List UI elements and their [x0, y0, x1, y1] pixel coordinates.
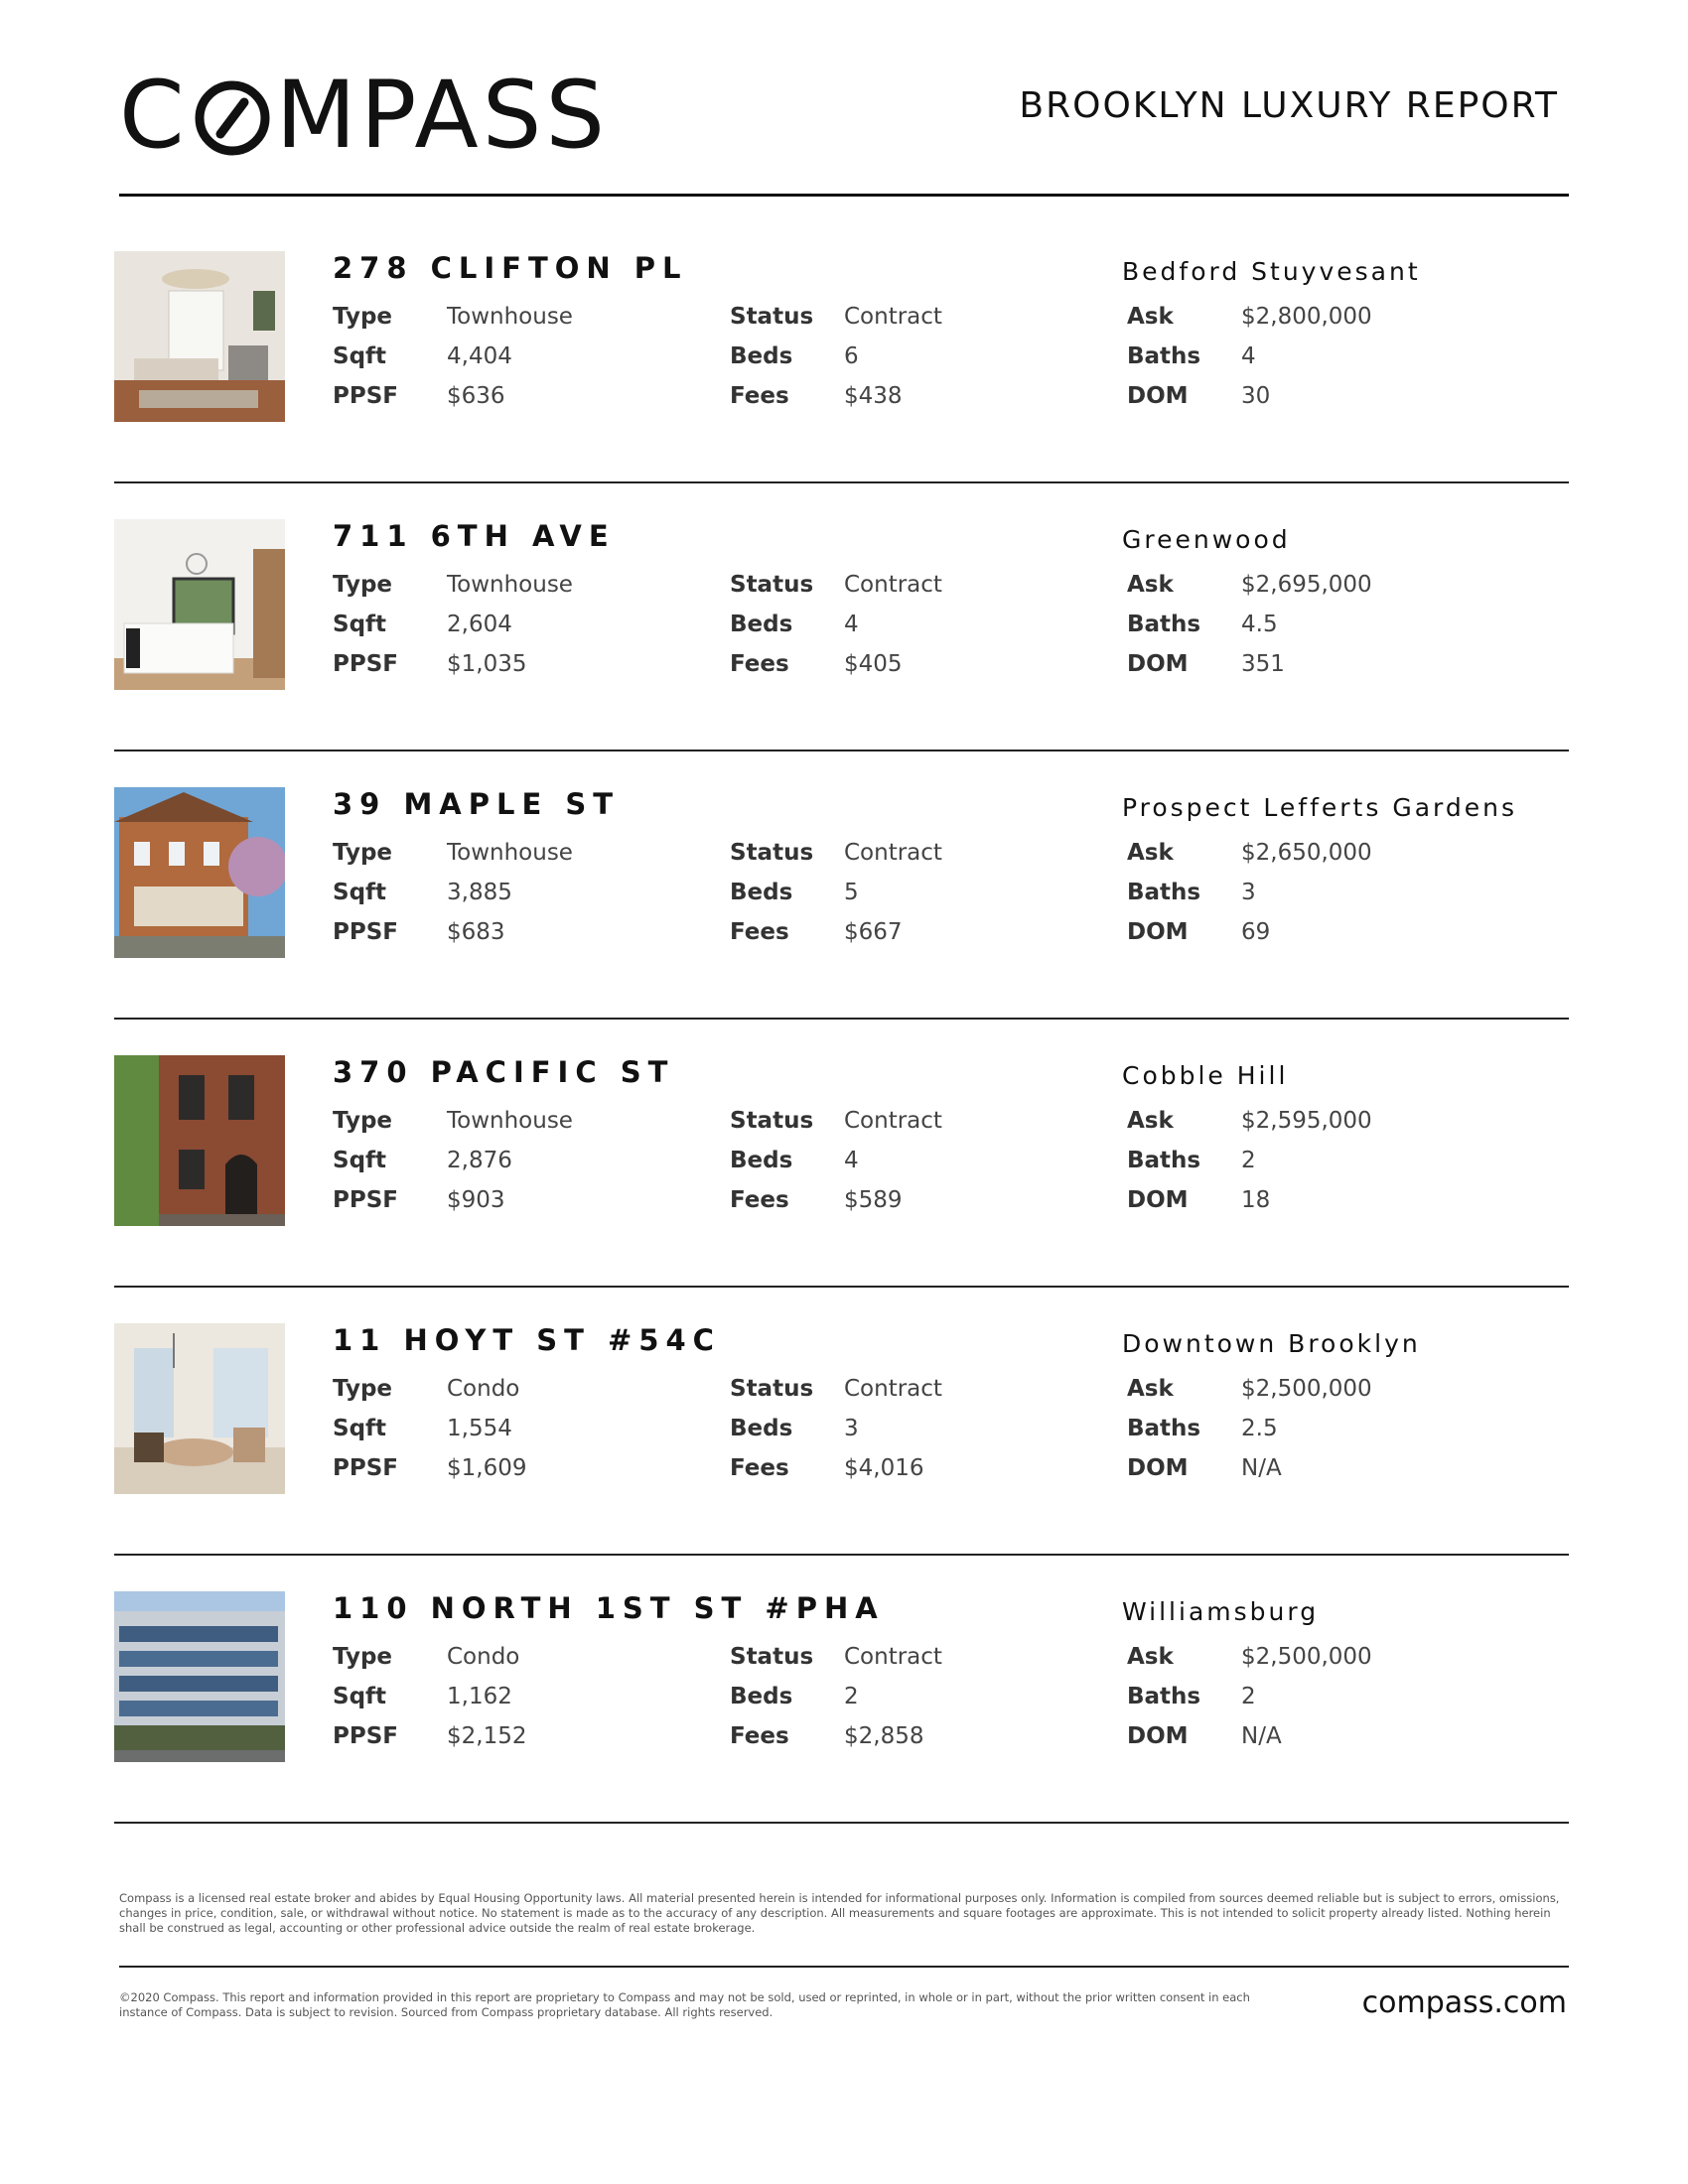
dom-label: DOM — [1127, 919, 1189, 945]
listing-divider — [114, 1554, 1569, 1556]
building-exterior-photo — [114, 1591, 285, 1762]
sqft-value: 3,885 — [447, 880, 512, 905]
kitchen-photo — [114, 519, 285, 690]
header-divider — [119, 194, 1569, 197]
status-label: Status — [730, 304, 814, 330]
ppsf-value: $2,152 — [447, 1723, 527, 1749]
fees-value: $2,858 — [844, 1723, 924, 1749]
status-value: Contract — [844, 304, 942, 330]
brownstone-photo — [114, 1055, 285, 1226]
listing-address[interactable]: 110 NORTH 1ST ST #PHA — [333, 1591, 885, 1625]
listing-neighborhood: Bedford Stuyvesant — [1122, 257, 1421, 286]
sqft-label: Sqft — [333, 1684, 387, 1709]
type-value: Townhouse — [447, 1108, 573, 1134]
beds-value: 6 — [844, 343, 859, 369]
type-label: Type — [333, 1108, 393, 1134]
fees-label: Fees — [730, 383, 789, 409]
sqft-label: Sqft — [333, 612, 387, 637]
sqft-label: Sqft — [333, 880, 387, 905]
fees-label: Fees — [730, 919, 789, 945]
dom-label: DOM — [1127, 1723, 1189, 1749]
ask-label: Ask — [1127, 1376, 1174, 1402]
ask-value: $2,800,000 — [1241, 304, 1372, 330]
status-value: Contract — [844, 572, 942, 598]
sqft-value: 4,404 — [447, 343, 512, 369]
logo-text-left: C — [119, 62, 189, 170]
fees-label: Fees — [730, 1455, 789, 1481]
logo-text-right: MPASS — [275, 62, 610, 170]
type-value: Townhouse — [447, 304, 573, 330]
listing-neighborhood: Prospect Lefferts Gardens — [1122, 793, 1517, 822]
ask-value: $2,650,000 — [1241, 840, 1372, 866]
beds-label: Beds — [730, 1416, 793, 1441]
sqft-label: Sqft — [333, 1148, 387, 1173]
ask-label: Ask — [1127, 840, 1174, 866]
house-exterior-photo — [114, 787, 285, 958]
type-label: Type — [333, 840, 393, 866]
type-label: Type — [333, 572, 393, 598]
beds-value: 2 — [844, 1684, 859, 1709]
baths-value: 3 — [1241, 880, 1256, 905]
ask-value: $2,500,000 — [1241, 1644, 1372, 1670]
listing-address[interactable]: 11 HOYT ST #54C — [333, 1323, 721, 1357]
listing-divider — [114, 481, 1569, 483]
beds-value: 4 — [844, 612, 859, 637]
ask-label: Ask — [1127, 1108, 1174, 1134]
beds-label: Beds — [730, 1684, 793, 1709]
fees-label: Fees — [730, 1723, 789, 1749]
sqft-value: 2,604 — [447, 612, 512, 637]
type-value: Townhouse — [447, 572, 573, 598]
baths-label: Baths — [1127, 880, 1201, 905]
ppsf-label: PPSF — [333, 383, 398, 409]
beds-label: Beds — [730, 343, 793, 369]
baths-label: Baths — [1127, 1148, 1201, 1173]
listing-neighborhood: Cobble Hill — [1122, 1061, 1289, 1090]
ask-label: Ask — [1127, 572, 1174, 598]
dom-value: 69 — [1241, 919, 1271, 945]
baths-label: Baths — [1127, 1416, 1201, 1441]
type-value: Condo — [447, 1644, 520, 1670]
dom-label: DOM — [1127, 383, 1189, 409]
status-label: Status — [730, 1376, 814, 1402]
listing-neighborhood: Greenwood — [1122, 525, 1291, 554]
listing-card[interactable] — [0, 251, 1688, 519]
beds-label: Beds — [730, 612, 793, 637]
sqft-label: Sqft — [333, 343, 387, 369]
baths-label: Baths — [1127, 612, 1201, 637]
status-label: Status — [730, 840, 814, 866]
fees-value: $589 — [844, 1187, 903, 1213]
sqft-value: 1,554 — [447, 1416, 512, 1441]
listing-card[interactable] — [0, 1055, 1688, 1323]
listing-neighborhood: Downtown Brooklyn — [1122, 1329, 1421, 1358]
website-link[interactable]: compass.com — [1361, 1985, 1567, 2020]
fees-value: $4,016 — [844, 1455, 924, 1481]
ppsf-value: $1,609 — [447, 1455, 527, 1481]
ppsf-value: $903 — [447, 1187, 505, 1213]
ask-value: $2,595,000 — [1241, 1108, 1372, 1134]
ppsf-value: $683 — [447, 919, 505, 945]
listing-address[interactable]: 711 6TH AVE — [333, 519, 616, 553]
beds-value: 5 — [844, 880, 859, 905]
sqft-value: 2,876 — [447, 1148, 512, 1173]
listing-address[interactable]: 278 CLIFTON PL — [333, 251, 688, 285]
type-value: Townhouse — [447, 840, 573, 866]
copyright-text: ©2020 Compass. This report and information provided in this report are proprietary to Compass and may not be sold, used or reprinted, in whole or in part, without the prior written consent in each instance of Compass. Data is subject to revision. Sourced from Compass proprietary database. All rights reserved. — [119, 1990, 1250, 2019]
dom-value: 351 — [1241, 651, 1285, 677]
type-label: Type — [333, 1644, 393, 1670]
listing-divider — [114, 1822, 1569, 1824]
listing-card[interactable] — [0, 1323, 1688, 1591]
listing-divider — [114, 1018, 1569, 1020]
beds-value: 3 — [844, 1416, 859, 1441]
dom-value: 18 — [1241, 1187, 1271, 1213]
baths-value: 2 — [1241, 1684, 1256, 1709]
condo-interior-photo — [114, 1323, 285, 1494]
listing-address[interactable]: 370 PACIFIC ST — [333, 1055, 675, 1089]
listing-card[interactable] — [0, 1591, 1688, 1859]
compass-o-icon — [191, 74, 274, 158]
dom-value: 30 — [1241, 383, 1271, 409]
listing-neighborhood: Williamsburg — [1122, 1597, 1320, 1626]
fees-value: $405 — [844, 651, 903, 677]
ask-value: $2,500,000 — [1241, 1376, 1372, 1402]
baths-value: 4.5 — [1241, 612, 1278, 637]
ask-label: Ask — [1127, 304, 1174, 330]
ppsf-label: PPSF — [333, 1187, 398, 1213]
dom-label: DOM — [1127, 1455, 1189, 1481]
living-room-photo — [114, 251, 285, 422]
ppsf-value: $1,035 — [447, 651, 527, 677]
listing-card[interactable] — [0, 787, 1688, 1055]
compass-logo — [119, 62, 616, 170]
beds-label: Beds — [730, 880, 793, 905]
status-value: Contract — [844, 1108, 942, 1134]
dom-label: DOM — [1127, 651, 1189, 677]
fees-value: $438 — [844, 383, 903, 409]
footer-divider — [119, 1966, 1569, 1968]
listing-divider — [114, 750, 1569, 751]
baths-label: Baths — [1127, 1684, 1201, 1709]
ask-label: Ask — [1127, 1644, 1174, 1670]
listing-divider — [114, 1286, 1569, 1288]
beds-value: 4 — [844, 1148, 859, 1173]
fees-label: Fees — [730, 1187, 789, 1213]
status-label: Status — [730, 572, 814, 598]
sqft-label: Sqft — [333, 1416, 387, 1441]
ppsf-label: PPSF — [333, 651, 398, 677]
sqft-value: 1,162 — [447, 1684, 512, 1709]
type-label: Type — [333, 304, 393, 330]
baths-value: 2 — [1241, 1148, 1256, 1173]
ppsf-label: PPSF — [333, 1455, 398, 1481]
ppsf-value: $636 — [447, 383, 505, 409]
dom-value: N/A — [1241, 1455, 1282, 1481]
type-label: Type — [333, 1376, 393, 1402]
fees-label: Fees — [730, 651, 789, 677]
report-title: BROOKLYN LUXURY REPORT — [1019, 85, 1559, 126]
disclaimer-text: Compass is a licensed real estate broker and abides by Equal Housing Opportunity laws. All material presented herein is intended for informational purposes only. Information is compiled from sources deemed reliable but is subject to errors, omissions, changes in price, condition, sale, or withdrawal without notice. No statement is made as to the accuracy of any description. All measurements and square footages are approximate. This is not intended to solicit property already listed. Nothing herein shall be construed as legal, accounting or other professional advice outside the realm of real estate brokerage. — [119, 1891, 1560, 1935]
type-value: Condo — [447, 1376, 520, 1402]
baths-value: 2.5 — [1241, 1416, 1278, 1441]
status-value: Contract — [844, 840, 942, 866]
ask-value: $2,695,000 — [1241, 572, 1372, 598]
ppsf-label: PPSF — [333, 1723, 398, 1749]
baths-value: 4 — [1241, 343, 1256, 369]
dom-label: DOM — [1127, 1187, 1189, 1213]
status-value: Contract — [844, 1644, 942, 1670]
baths-label: Baths — [1127, 343, 1201, 369]
status-label: Status — [730, 1644, 814, 1670]
ppsf-label: PPSF — [333, 919, 398, 945]
dom-value: N/A — [1241, 1723, 1282, 1749]
listing-card[interactable] — [0, 519, 1688, 787]
listing-address[interactable]: 39 MAPLE ST — [333, 787, 621, 821]
status-label: Status — [730, 1108, 814, 1134]
fees-value: $667 — [844, 919, 903, 945]
beds-label: Beds — [730, 1148, 793, 1173]
status-value: Contract — [844, 1376, 942, 1402]
